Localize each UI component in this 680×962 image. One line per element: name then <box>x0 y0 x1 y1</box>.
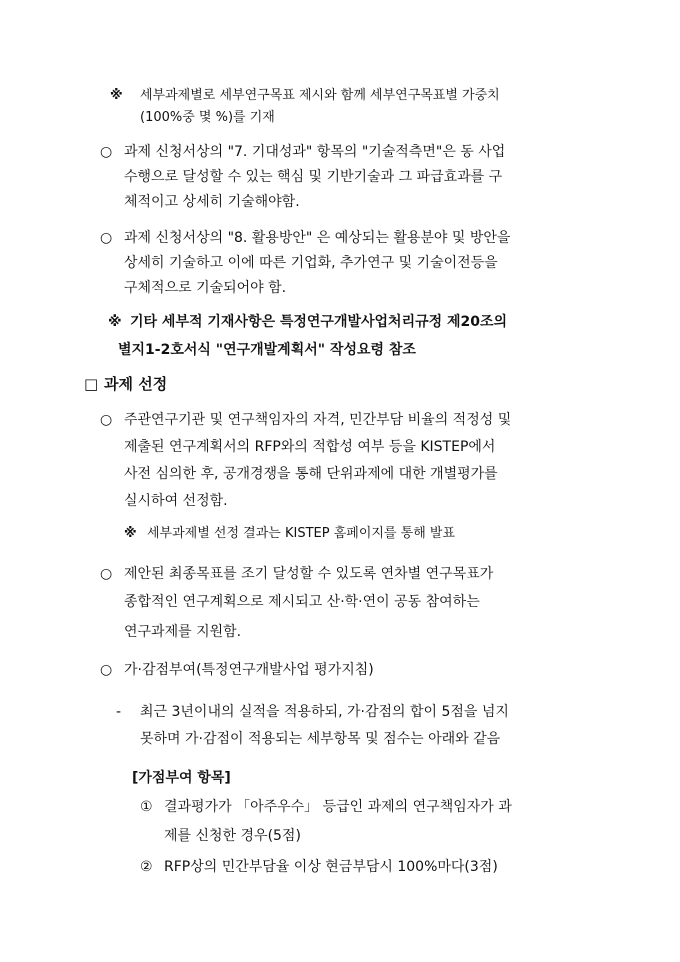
paragraph-text: 실시하여 선정함. <box>124 493 228 509</box>
paragraph-text: 과제 신청서상의 "7. 기대성과" 항목의 "기술적측면"은 동 사업 <box>124 144 506 160</box>
bullet-mark: ○ <box>100 144 113 160</box>
list-item-text: 제를 신청한 경우(5점) <box>164 828 301 844</box>
bullet-mark: ○ <box>100 662 113 678</box>
bold-note-text: 별지1-2호서식 "연구개발계획서" 작성요령 참조 <box>118 342 416 358</box>
bold-note-text: 기타 세부적 기재사항은 특정연구개발사업처리규정 제20조의 <box>130 314 508 330</box>
list-item-text: RFP상의 민간부담율 이상 현금부담시 100%마다(3점) <box>164 859 498 875</box>
paragraph-text: 가·감점부여(특정연구개발사업 평가지침) <box>124 662 374 678</box>
paragraph-text: 구체적으로 기술되어야 함. <box>124 280 287 296</box>
bullet-mark: ○ <box>100 230 113 246</box>
list-item-mark: ② <box>140 859 153 875</box>
paragraph-text: 못하며 가·감점이 적용되는 세부항목 및 점수는 아래와 같음 <box>140 731 501 747</box>
paragraph-text: 사전 심의한 후, 공개경쟁을 통해 단위과제에 대한 개별평가를 <box>124 466 498 482</box>
list-item-mark: ① <box>140 799 153 815</box>
bullet-mark: ○ <box>100 412 113 428</box>
paragraph-text: 연구과제를 지원함. <box>124 624 242 640</box>
list-title: [가점부여 항목] <box>132 770 231 786</box>
dash-mark: - <box>116 704 122 720</box>
paragraph-text: 종합적인 연구계획으로 제시되고 산·학·연이 공동 참여하는 <box>124 594 480 610</box>
section-title: 과제 선정 <box>104 375 168 393</box>
paragraph-text: 제출된 연구계획서의 RFP와의 적합성 여부 등을 KISTEP에서 <box>124 439 496 455</box>
note-mark: ※ <box>110 88 123 103</box>
note-mark: ※ <box>108 314 122 330</box>
paragraph-text: 주관연구기관 및 연구책임자의 자격, 민간부담 비율의 적정성 및 <box>124 412 512 428</box>
paragraph-text: 체적이고 상세히 기술해야함. <box>124 194 300 210</box>
bullet-mark: ○ <box>100 566 113 582</box>
note-mark: ※ <box>124 526 137 541</box>
paragraph-text: 최근 3년이내의 실적을 적용하되, 가·감점의 합이 5점을 넘지 <box>140 704 509 720</box>
paragraph-text: 제안된 최종목표를 조기 달성할 수 있도록 연차별 연구목표가 <box>124 566 494 582</box>
note-text: 세부과제별로 세부연구목표 제시와 함께 세부연구목표별 가중치 <box>140 88 500 103</box>
list-item-text: 결과평가가 「아주우수」 등급인 과제의 연구책임자가 과 <box>164 799 512 815</box>
paragraph-text: 상세히 기술하고 이에 따른 기업화, 추가연구 및 기술이전등을 <box>124 255 498 271</box>
section-checkbox-mark: □ <box>84 375 99 393</box>
note-text: 세부과제별 선정 결과는 KISTEP 홈페이지를 통해 발표 <box>147 526 456 541</box>
paragraph-text: 과제 신청서상의 "8. 활용방안" 은 예상되는 활용분야 및 방안을 <box>124 230 511 246</box>
note-text: (100%중 몇 %)를 기재 <box>140 110 275 125</box>
paragraph-text: 수행으로 달성할 수 있는 핵심 및 기반기술과 그 파급효과를 구 <box>124 169 503 185</box>
